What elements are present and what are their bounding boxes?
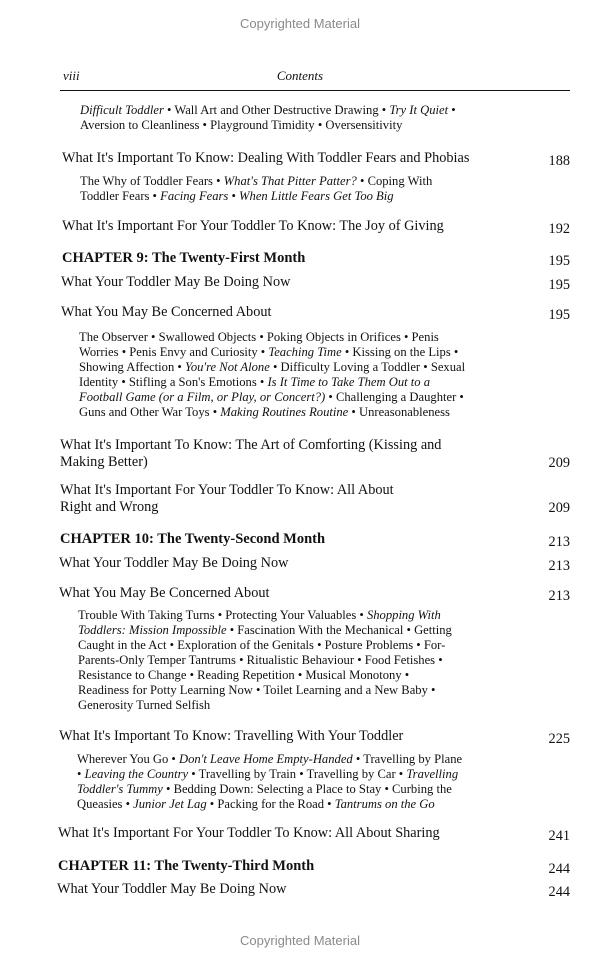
page-number: 213 [548,534,570,550]
page-number: 209 [548,455,570,471]
chapter-heading: CHAPTER 10: The Twenty-Second Month [60,531,326,547]
page-number: 241 [548,828,570,844]
subtopic-italic: Shopping With [366,608,441,622]
subtopic-text: • Kissing on the Lips • [341,345,459,359]
subtopic-italic: Tantrums on the Go [334,797,435,811]
subtopic-text: • Wall Art and Other Destructive Drawing • [163,103,390,117]
section-title: What You May Be Concerned About [59,585,270,601]
subtopic-text: Resistance to Change • Reading Repetition • Musical Monotony • [78,668,410,682]
subtopic-italic: Teaching Time [268,345,342,359]
chapter-heading: CHAPTER 9: The Twenty-First Month [62,250,306,266]
section-title: What Your Toddler May Be Doing Now [59,555,289,571]
subtopic-text: • Bedding Down: Selecting a Place to Stay • Curbing the [162,782,452,796]
page-number: 195 [548,307,570,323]
subtopic-italic: Football Game (or a Film, or Play, or Concert?) [79,390,326,404]
subtopics [77,752,462,812]
subtopic-text: Aversion to Cleanliness • Playground Timidity • Oversensitivity [80,118,403,132]
subtopic-text: Queasies • [77,797,134,811]
subtopics [78,608,452,713]
subtopic-italic: When Little Fears Get Too Big [239,189,394,203]
header-page-number: viii [63,68,80,83]
subtopic-text: • Fascination With the Mechanical • Getting [226,623,452,637]
page-number: 209 [548,500,570,516]
page-number: 188 [548,153,570,169]
section-title: What It's Important For Your Toddler To Know: All About Right and Wrong [60,482,394,515]
subtopic-text: • Travelling by Train • Travelling by Car • [188,767,407,781]
page-number: 244 [548,884,570,900]
subtopic-text: Toddler Fears • [80,189,161,203]
chapter-heading: CHAPTER 11: The Twenty-Third Month [58,858,315,874]
subtopic-text: • Coping With [356,174,433,188]
page-number: 195 [548,253,570,269]
subtopic-text: • [77,767,85,781]
subtopic-text: • [448,103,456,117]
subtopic-text: • Difficulty Loving a Toddler • Sexual [269,360,466,374]
header-rule [60,90,570,91]
section-title: What Your Toddler May Be Doing Now [61,274,291,290]
subtopic-italic: Junior Jet Lag [133,797,207,811]
subtopic-italic: Making Routines Routine [220,405,349,419]
subtopic-text: Showing Affection • [79,360,185,374]
subtopic-text: • [228,189,240,203]
subtopic-italic: Leaving the Country [84,767,189,781]
subtopic-italic: Travelling [406,767,459,781]
section-title: What You May Be Concerned About [61,304,272,320]
watermark-bottom: Copyrighted Material [240,933,360,948]
subtopic-text: The Observer • Swallowed Objects • Poking Objects in Orifices • Penis [79,330,439,344]
subtopics [80,103,456,133]
subtopic-italic: Don't Leave Home Empty-Handed [179,752,353,766]
subtopic-text: The Why of Toddler Fears • [80,174,224,188]
page-number: 244 [548,861,570,877]
subtopic-text: Parents-Only Temper Tantrums • Ritualistic Behaviour • Food Fetishes • [78,653,443,667]
subtopic-text: Generosity Turned Selfish [78,698,211,712]
subtopic-text: Guns and Other War Toys • [79,405,221,419]
page-number: 213 [548,558,570,574]
subtopic-text: Trouble With Taking Turns • Protecting Your Valuables • [78,608,367,622]
page-number: 225 [548,731,570,747]
subtopic-text: • Travelling by Plane [352,752,463,766]
subtopic-italic: What's That Pitter Patter? [223,174,357,188]
subtopic-text: Wherever You Go • [77,752,179,766]
subtopic-italic: Difficult Toddler [80,103,164,117]
page-number: 195 [548,277,570,293]
subtopic-text: • Challenging a Daughter • [325,390,464,404]
subtopics [79,330,465,420]
subtopics [80,174,432,204]
subtopic-italic: You're Not Alone [184,360,270,374]
section-title: What It's Important For Your Toddler To Know: All About Sharing [58,825,440,841]
section-title: What It's Important To Know: The Art of Comforting (Kissing and Making Better) [60,437,442,470]
subtopic-italic: Toddler's Tummy [77,782,163,796]
subtopic-italic: Facing Fears [160,189,229,203]
watermark-top: Copyrighted Material [240,16,360,31]
header-title: Contents [276,68,324,83]
page-number: 192 [548,221,570,237]
section-title: What Your Toddler May Be Doing Now [57,881,287,897]
subtopic-italic: Is It Time to Take Them Out to a [267,375,431,389]
subtopic-italic: Try It Quiet [389,103,449,117]
section-title: What It's Important For Your Toddler To Know: The Joy of Giving [62,218,444,234]
page-number: 213 [548,588,570,604]
subtopic-text: Worries • Penis Envy and Curiosity • [79,345,269,359]
section-title: What It's Important To Know: Dealing With Toddler Fears and Phobias [62,150,470,166]
subtopic-text: Readiness for Potty Learning Now • Toilet Learning and a New Baby • [78,683,436,697]
subtopic-text: Caught in the Act • Exploration of the Genitals • Posture Problems • For- [78,638,446,652]
subtopic-italic: Toddlers: Mission Impossible [78,623,227,637]
subtopic-text: Identity • Stifling a Son's Emotions • [79,375,268,389]
subtopic-text: • Packing for the Road • [206,797,335,811]
section-title: What It's Important To Know: Travelling With Your Toddler [59,728,404,744]
subtopic-text: • Unreasonableness [348,405,450,419]
